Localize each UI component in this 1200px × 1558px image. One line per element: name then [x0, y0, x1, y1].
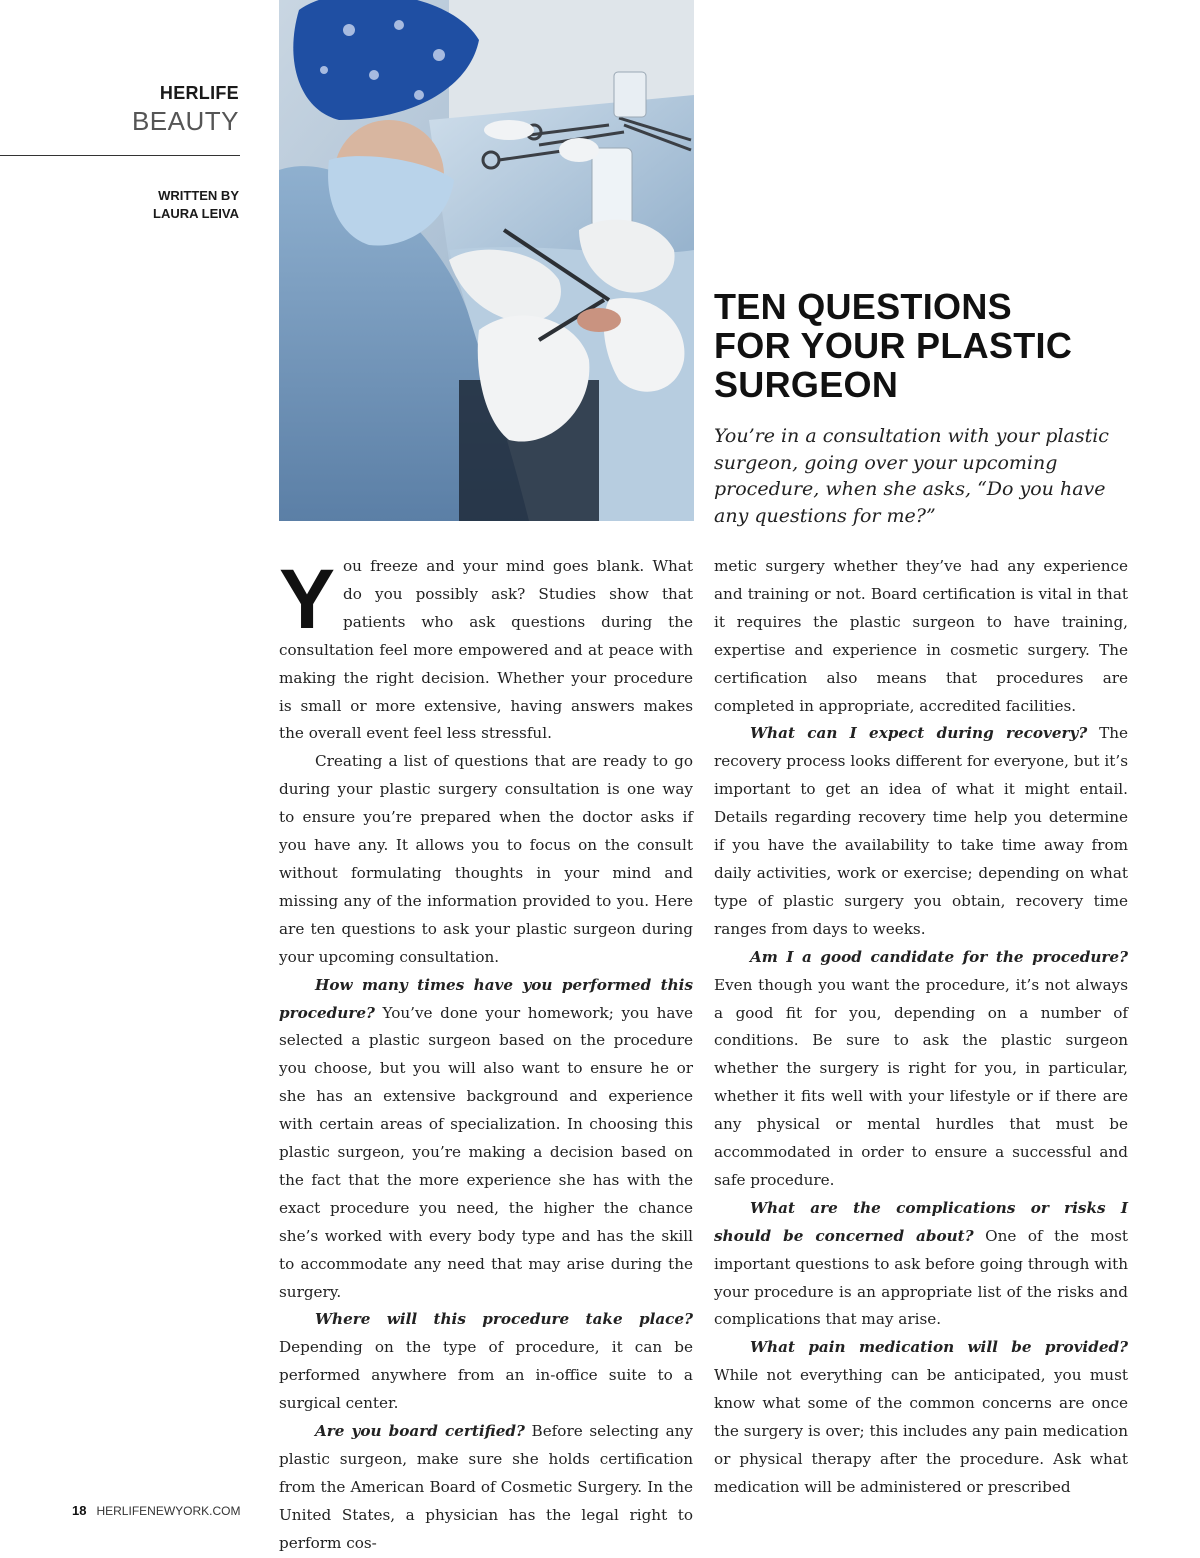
article-paragraph	[279, 553, 693, 748]
page-footer	[72, 1503, 240, 1518]
question-heading: Am I a good candidate for the procedure?	[750, 947, 1128, 966]
section-label	[132, 83, 239, 137]
question-heading: How many times have you performed this procedure?	[279, 975, 693, 1022]
section-category: BEAUTY	[131, 106, 239, 136]
surgery-photo	[279, 0, 694, 521]
question-heading: What pain medication will be provided?	[750, 1338, 1128, 1357]
question-heading: Where will this procedure take place?	[315, 1310, 693, 1329]
answer-text: The recovery process looks different for everyone, but it’s important to get an idea of what it might entail. Details regarding recovery time help you determine if you have the availability to take time away from daily activities, work or exercise; depending on what type of plastic surgery you obtain, recovery time ranges from days to weeks.	[714, 724, 1128, 938]
article-deck: You’re in a consultation with your plastic surgeon, going over your upcoming procedure, when she asks, “Do you have any questions for me?”	[714, 425, 1109, 527]
byline	[153, 187, 239, 223]
article-title	[714, 287, 1134, 404]
answer-text: One of the most important questions to ask before going through with your procedure is an appropriate list of the risks and complications that may arise.	[714, 1226, 1128, 1329]
footer-site: HERLIFENEWYORK.COM	[96, 1504, 241, 1518]
article-paragraph	[714, 1195, 1128, 1335]
answer-text: While not everything can be anticipated, you must know what some of the common concerns are once the surgery is over; this includes any pain medication or physical therapy after the procedure. Ask what medication will be administered or prescribed	[714, 1366, 1128, 1496]
byline-author: LAURA LEIVA	[153, 206, 239, 221]
byline-label: WRITTEN BY	[158, 188, 239, 203]
answer-text: Even though you want the procedure, it’s not always a good fit for you, depending on a number of conditions. Be sure to ask the plastic surgeon whether the surgery is right for you, in particular, whether it fits well with your lifestyle or if there are any physical or mental hurdles that must be accommodated in order to ensure a successful and safe procedure.	[714, 975, 1128, 1189]
article-column-left	[279, 553, 693, 1558]
article-paragraph	[714, 944, 1128, 1195]
article-column-right	[714, 553, 1128, 1502]
question-heading: What are the complications or risks I should be concerned about?	[714, 1198, 1128, 1245]
drop-cap: Y	[279, 552, 336, 646]
question-heading: What can I expect during recovery?	[750, 724, 1088, 743]
answer-text: You’ve done your homework; you have selected a plastic surgeon based on the procedure you choose, but you will also want to ensure he or she has an extensive background and experience with certain areas of specialization. In choosing this plastic surgeon, you’re making a decision based on the fact that the more experience she has with the exact procedure you need, the higher the chance she’s worked with every body type and has the skill to accommodate any need that may arise during the surgery.	[279, 1003, 693, 1301]
article-paragraph	[714, 720, 1128, 943]
paragraph-text: ou freeze and your mind goes blank. What do you possibly ask? Studies show that patients who ask questions during the consultation feel more empowered and at peace with making the right decision. Whether your procedure is small or more extensive, having answers makes the overall event feel less stressful.	[279, 557, 693, 743]
article-paragraph: metic surgery whether they’ve had any experience and training or not. Board certification is vital in that it requires the plastic surgeon to have training, expertise and experience in cosmetic surgery. The certification also means that procedures are completed in appropriate, accredited facilities.	[714, 557, 1128, 715]
article-paragraph	[279, 972, 693, 1307]
sidebar-divider	[0, 155, 240, 156]
article-paragraph	[714, 1334, 1128, 1501]
section-name: HERLIFE	[159, 83, 239, 103]
article-paragraph: Creating a list of questions that are ready to go during your plastic surgery consultation is one way to ensure you’re prepared when the doctor asks if you have any. It allows you to focus on the consult without formulating thoughts in your mind and missing any of the information provided to you. Here are ten questions to ask your plastic surgeon during your upcoming consultation.	[279, 752, 693, 966]
article-title-line: TEN QUESTIONS	[714, 286, 1012, 327]
answer-text: Depending on the type of procedure, it can be performed anywhere from an in-office suite to a surgical center.	[279, 1338, 693, 1413]
question-heading: Are you board certified?	[315, 1422, 525, 1441]
article-paragraph	[279, 1418, 693, 1558]
article-title-line: FOR YOUR PLASTIC	[714, 325, 1073, 366]
page-number: 18	[72, 1503, 87, 1518]
article-paragraph	[279, 1306, 693, 1418]
article-title-line: SURGEON	[714, 364, 899, 405]
surgery-illustration	[279, 0, 694, 521]
answer-text: Before selecting any plastic surgeon, make sure she holds certification from the American Board of Cosmetic Surgery. In the United States, a physician has the legal right to perform cos-	[279, 1422, 693, 1552]
